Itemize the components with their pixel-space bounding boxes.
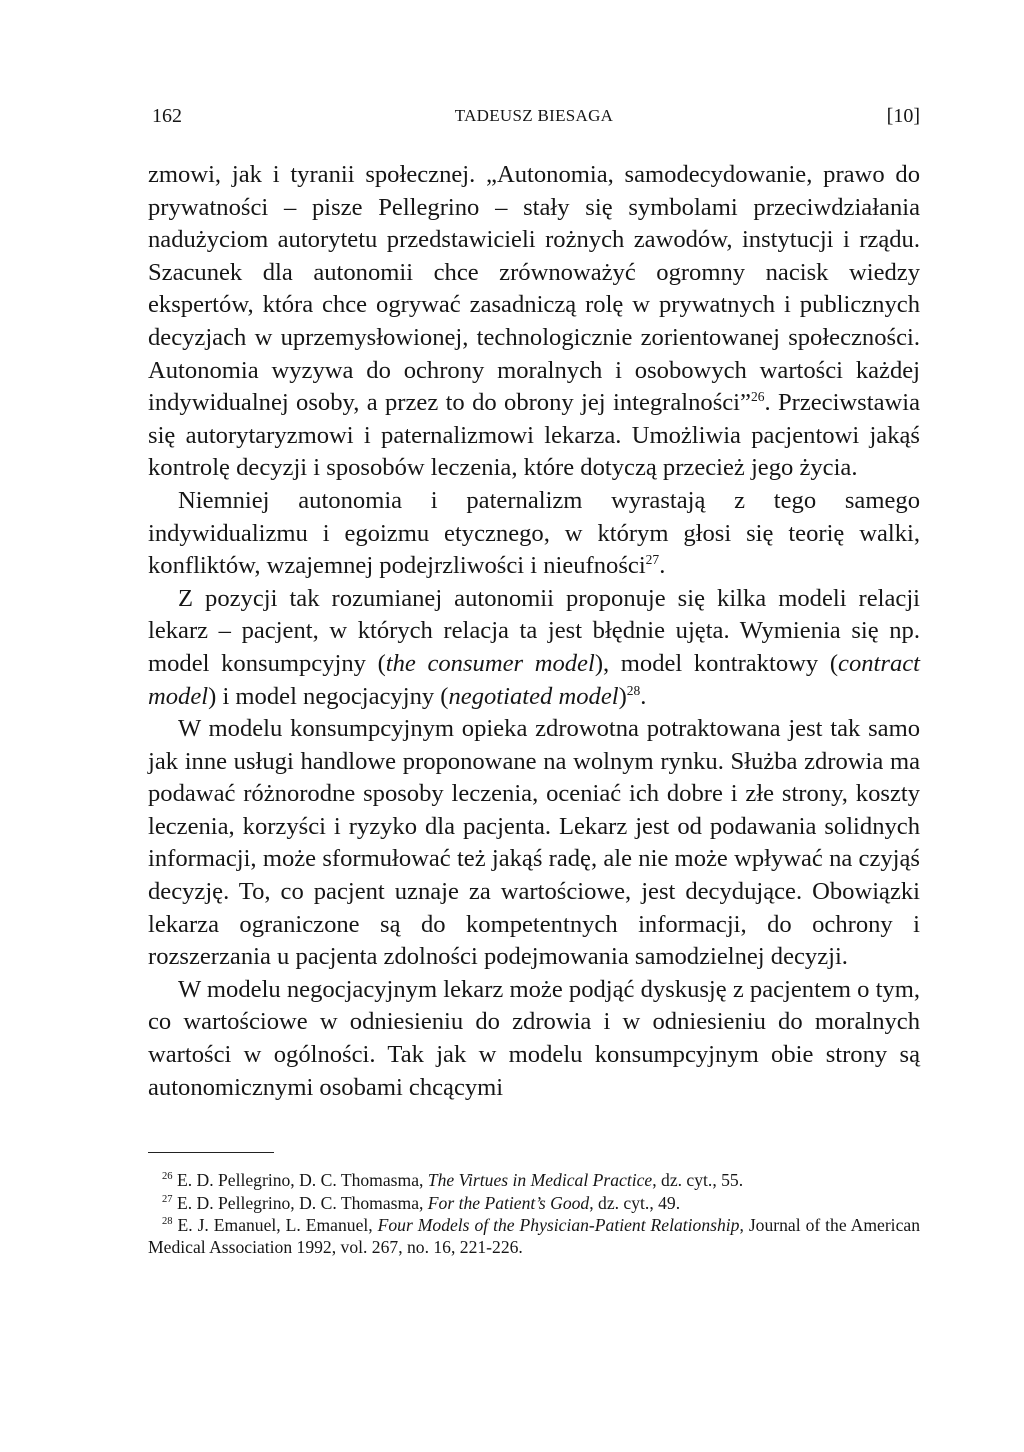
footnote-marker: 26 xyxy=(162,1171,173,1183)
running-header xyxy=(148,96,920,136)
document-page xyxy=(148,96,920,1259)
footnote-separator xyxy=(148,1152,274,1153)
italic-title: For the Patient’s Good xyxy=(427,1192,590,1213)
footnote-fn27 xyxy=(148,1192,920,1214)
footnote-marker: 27 xyxy=(162,1193,173,1205)
text-run: Z pozycji tak rozumianej autonomii proponuje się kilka modeli relacji lekarz – pacjent, w których relacja ta jest błędnie ujęta. Wymienia się np. model konsumpcyjny ( xyxy=(148,584,920,677)
text-run: E. D. Pellegrino, D. C. Thomasma, xyxy=(172,1170,428,1191)
italic-title: the consumer model xyxy=(385,649,595,677)
text-run: ) xyxy=(618,682,627,710)
footnote-marker: 28 xyxy=(162,1216,173,1228)
page-number: 162 xyxy=(152,105,182,127)
paragraph-p2 xyxy=(148,485,920,583)
footnote-fn26 xyxy=(148,1169,920,1191)
body-text xyxy=(148,159,920,1104)
text-run: E. D. Pellegrino, D. C. Thomasma, xyxy=(172,1192,428,1213)
text-run: zmowi, jak i tyranii społecznej. „Autonomia, samodecydowanie, prawo do prywatności – pisze Pellegrino – stały się symbolami przeciwdziałania nadużyciom autorytetu przedstawicieli rożnych zawodów, instytucji i rządu. Szacunek dla autonomii chce zrównoważyć ogromny nacisk wiedzy ekspertów, która chce ogrywać zasadniczą rolę w prywatnych i publicznych decyzjach w uprzemysłowionej, technologicznie zorientowanej społeczności. Autonomia wyzywa do ochrony moralnych i osobowych wartości każdej indywidualnej osoby, a przez to do obrony jej integralności” xyxy=(148,161,920,417)
text-run: , Journal of the American Medical Association 1992, vol. 267, no. 16, 221-226. xyxy=(148,1215,920,1258)
italic-title: contract model xyxy=(148,649,920,710)
text-run: Niemniej autonomia i paternalizm wyrastają z tego samego indywidualizmu i egoizmu etycznego, w którym głosi się teorię walki, konfliktów, wzajemnej podejrzliwości i nieufności xyxy=(148,486,920,580)
paragraph-p1 xyxy=(148,159,920,485)
chapter-reference: [10] xyxy=(886,105,920,127)
italic-title: negotiated model xyxy=(448,682,619,710)
footnote-marker: 28 xyxy=(626,682,641,698)
italic-title: Four Models of the Physician-Patient Relationship xyxy=(377,1215,740,1236)
text-run: . xyxy=(640,682,647,710)
footnotes xyxy=(148,1169,920,1259)
paragraph-p5 xyxy=(148,974,920,1104)
paragraph-p3 xyxy=(148,583,920,713)
text-run: , dz. cyt., 49. xyxy=(589,1192,681,1213)
footnote-fn28 xyxy=(148,1214,920,1259)
text-run: ), model kontraktowy ( xyxy=(594,649,839,677)
footnote-marker: 26 xyxy=(750,388,765,404)
text-run: ) i model negocjacyjny ( xyxy=(208,682,449,710)
text-run: W modelu konsumpcyjnym opieka zdrowotna potraktowana jest tak samo jak inne usługi handlowe proponowane na wolnym rynku. Służba zdrowia ma podawać różnorodne sposoby leczenia, oceniać ich dobre i złe strony, koszty leczenia, korzyści i ryzyko dla pacjenta. Lekarz jest od podawania solidnych informacji, może sformułować też jakąś radę, ale nie może wpływać na czyjąś decyzję. To, co pacjent uznaje za wartościowe, jest decydujące. Obowiązki lekarza ograniczone są do kompetentnych informacji, do ochrony i rozszerzania u pacjenta zdolności podejmowania samodzielnej decyzji. xyxy=(148,715,920,971)
italic-title: The Virtues in Medical Practice xyxy=(427,1170,653,1191)
text-run: . Przeciwstawia się autorytaryzmowi i paternalizmowi lekarza. Umożliwia pacjentowi jakąś kontrolę decyzji i sposobów leczenia, które dotyczą przecież jego życia. xyxy=(148,389,920,482)
paragraph-p4 xyxy=(148,713,920,974)
footnote-marker: 27 xyxy=(645,551,660,567)
text-run: . xyxy=(659,552,666,580)
text-run: W modelu negocjacyjnym lekarz może podjąć dyskusję z pacjentem o tym, co wartościowe w odniesieniu do zdrowia i w odniesieniu do moralnych wartości w ogólności. Tak jak w modelu konsumpcyjnym obie strony są autonomicznymi osobami chcącymi xyxy=(148,975,920,1101)
text-run: , dz. cyt., 55. xyxy=(652,1170,744,1191)
text-run: E. J. Emanuel, L. Emanuel, xyxy=(172,1215,378,1236)
running-head-author: TADEUSZ BIESAGA xyxy=(454,106,614,125)
